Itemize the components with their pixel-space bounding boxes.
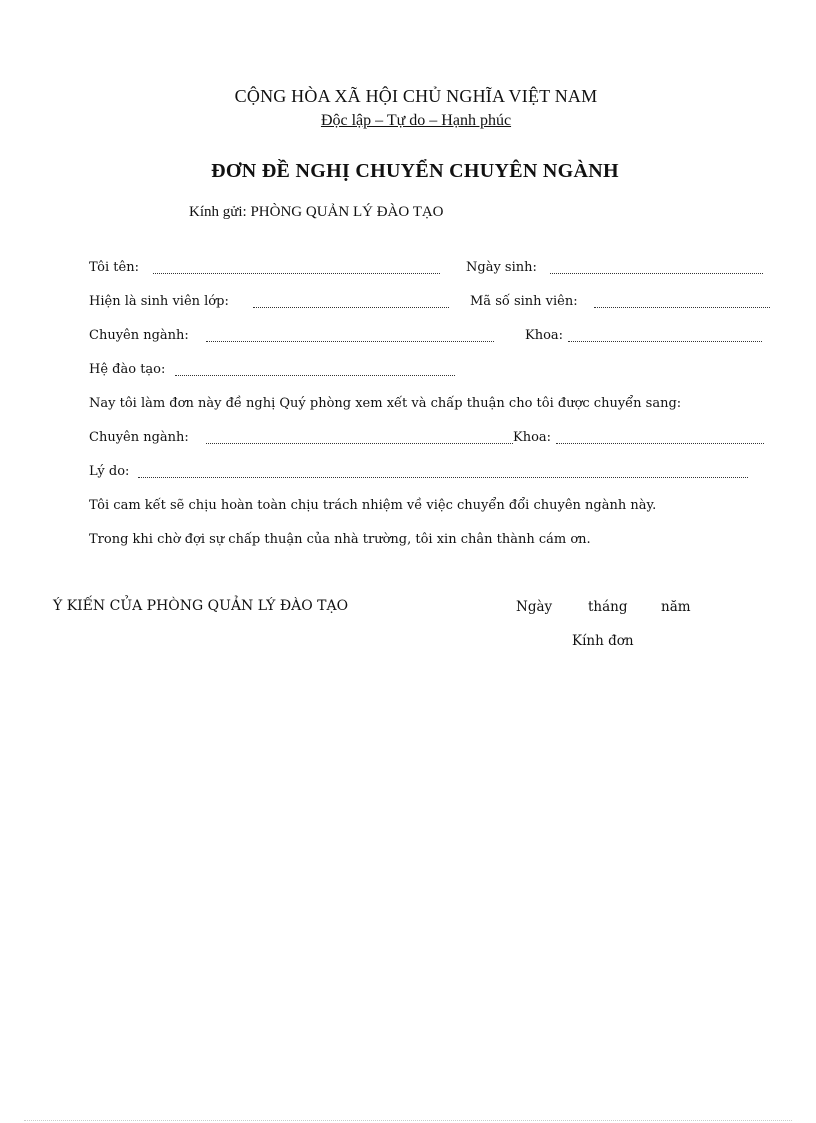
faculty-label: Khoa: [525,328,564,343]
form-row-name-dob [0,260,816,280]
form-row-major-faculty [0,328,816,348]
form-row-new-major [0,430,816,450]
student-id-field[interactable] [594,307,770,308]
national-motto: Độc lập – Tự do – Hạnh phúc [320,112,512,129]
recipient-line: Kính gửi: PHÒNG QUẢN LÝ ĐÀO TẠO [189,204,444,220]
national-title: CỘNG HÒA XÃ HỘI CHỦ NGHĨA VIỆT NAM [234,86,598,106]
name-label: Tôi tên: [89,260,139,275]
date-day-label: Ngày [516,599,553,615]
new-major-label: Chuyên ngành: [89,430,189,445]
signature-label: Kính đơn [572,633,634,649]
form-row-class-id [0,294,816,314]
date-month-label: tháng [588,599,628,615]
new-faculty-label: Khoa: [513,430,552,445]
date-year-label: năm [661,599,691,615]
program-label: Hệ đào tạo: [89,362,166,377]
page-bottom-edge [24,1120,792,1121]
class-label: Hiện là sinh viên lớp: [89,294,229,309]
new-major-field[interactable] [206,443,513,444]
form-row-reason [0,464,816,484]
major-field[interactable] [206,341,494,342]
office-opinion-heading: Ý KIẾN CỦA PHÒNG QUẢN LÝ ĐÀO TẠO [53,598,349,614]
faculty-field[interactable] [568,341,762,342]
closing-text: Trong khi chờ đợi sự chấp thuận của nhà trường, tôi xin chân thành cám ơn. [89,532,591,547]
class-field[interactable] [253,307,449,308]
reason-field[interactable] [138,477,748,478]
form-row-program [0,362,816,382]
student-id-label: Mã số sinh viên: [470,294,578,309]
reason-label: Lý do: [89,464,130,479]
dob-label: Ngày sinh: [466,260,537,275]
form-title: ĐƠN ĐỀ NGHỊ CHUYỂN CHUYÊN NGÀNH [211,160,619,182]
major-label: Chuyên ngành: [89,328,189,343]
commitment-text: Tôi cam kết sẽ chịu hoàn toàn chịu trách nhiệm về việc chuyển đổi chuyên ngành này. [89,498,657,513]
new-faculty-field[interactable] [556,443,764,444]
name-field[interactable] [153,273,440,274]
request-text: Nay tôi làm đơn này đề nghị Quý phòng xem xết và chấp thuận cho tôi được chuyển sang: [89,396,682,411]
dob-field[interactable] [550,273,763,274]
program-field[interactable] [175,375,455,376]
